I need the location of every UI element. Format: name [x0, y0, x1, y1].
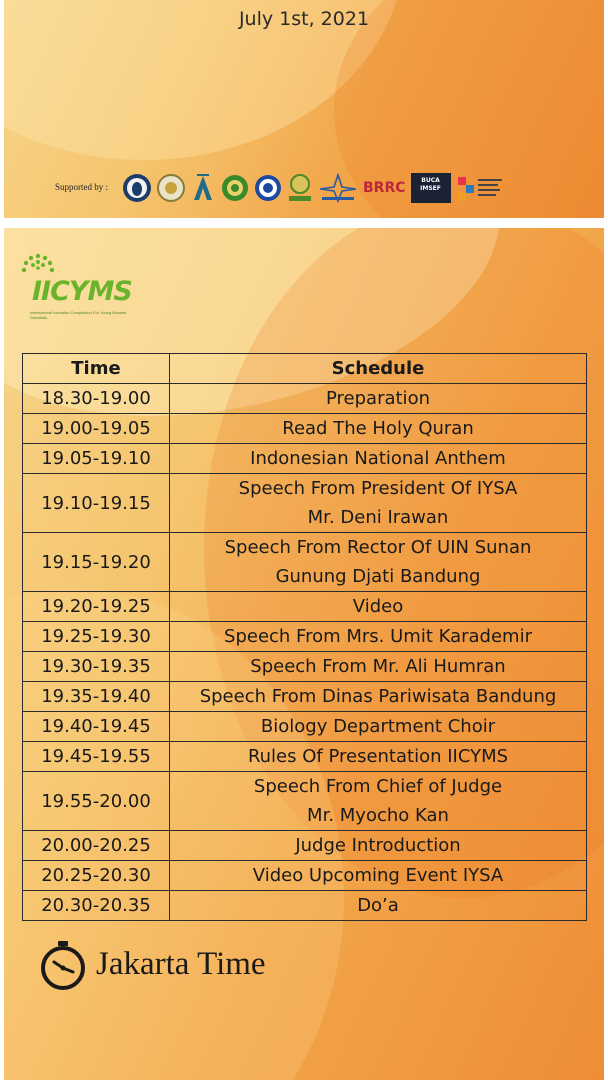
- schedule-cell: [170, 772, 587, 831]
- schedule-line: Speech From Dinas Pariwisata Bandung: [199, 686, 557, 707]
- schedule-cell: [170, 742, 587, 772]
- schedule-body: [23, 384, 587, 921]
- schedule-cell: [170, 831, 587, 861]
- schedule-line: Do’a: [357, 895, 399, 916]
- schedule-cell: [170, 592, 587, 622]
- schedule-cell: [170, 533, 587, 592]
- time-cell: 19.20-19.25: [23, 592, 170, 622]
- schedule-cell: [170, 891, 587, 921]
- sponsor-logo-5: [254, 174, 282, 202]
- column-header-time: Time: [23, 354, 170, 384]
- schedule-cell: [170, 444, 587, 474]
- sponsor-logo-buca: BUCA IMSEF: [411, 173, 451, 203]
- table-row: [23, 712, 587, 742]
- schedule-line: Mr. Deni Irawan: [307, 507, 449, 528]
- table-row: [23, 772, 587, 831]
- schedule-cell: [170, 712, 587, 742]
- schedule-table: [22, 353, 587, 921]
- time-cell: 19.40-19.45: [23, 712, 170, 742]
- schedule-line: Speech From Mrs. Umit Karademir: [224, 626, 532, 647]
- table-row: [23, 533, 587, 592]
- time-cell: 19.45-19.55: [23, 742, 170, 772]
- time-cell: 19.30-19.35: [23, 652, 170, 682]
- sponsor-logo-6: [287, 173, 313, 203]
- table-header-row: [23, 354, 587, 384]
- table-row: [23, 474, 587, 533]
- time-cell: 19.35-19.40: [23, 682, 170, 712]
- schedule-line: Judge Introduction: [295, 835, 461, 856]
- schedule-cell: [170, 414, 587, 444]
- table-row: [23, 861, 587, 891]
- header-card: [4, 0, 604, 218]
- schedule-line: Rules Of Presentation IICYMS: [247, 746, 509, 767]
- time-cell: 20.30-20.35: [23, 891, 170, 921]
- schedule-cell: [170, 474, 587, 533]
- iicyms-logo: [18, 250, 138, 330]
- clock-icon: [38, 940, 88, 990]
- schedule-cell: [170, 652, 587, 682]
- time-cell: 18.30-19.00: [23, 384, 170, 414]
- schedule-line: Gunung Djati Bandung: [275, 566, 481, 587]
- event-date: July 1st, 2021: [238, 8, 370, 30]
- table-row: [23, 831, 587, 861]
- schedule-cell: [170, 622, 587, 652]
- brand-subtitle: International Invention Competition For Young Moslem Scientists: [30, 310, 127, 320]
- table-row: [23, 622, 587, 652]
- sponsor-logo-1: [122, 173, 152, 203]
- sponsor-logo-4: [221, 174, 249, 202]
- time-cell: 20.00-20.25: [23, 831, 170, 861]
- sponsor-logo-2: [157, 174, 185, 202]
- table-row: [23, 742, 587, 772]
- schedule-line: Video Upcoming Event IYSA: [252, 865, 504, 886]
- time-cell: 19.10-19.15: [23, 474, 170, 533]
- table-row: [23, 891, 587, 921]
- schedule-line: Speech From Mr. Ali Humran: [250, 656, 506, 677]
- sponsor-logo-brrc: BRRC: [363, 180, 406, 196]
- schedule-line: Video: [352, 596, 404, 617]
- sponsor-logos: [122, 170, 506, 206]
- time-cell: 20.25-20.30: [23, 861, 170, 891]
- schedule-line: Biology Department Choir: [260, 716, 496, 737]
- brand-name: IICYMS: [32, 276, 132, 307]
- time-cell: 19.00-19.05: [23, 414, 170, 444]
- schedule-line: Indonesian National Anthem: [250, 448, 506, 469]
- sponsor-logo-9: [456, 173, 506, 203]
- column-header-schedule: Schedule: [170, 354, 587, 384]
- time-cell: 19.05-19.10: [23, 444, 170, 474]
- table-row: [23, 682, 587, 712]
- table-row: [23, 652, 587, 682]
- time-cell: 19.25-19.30: [23, 622, 170, 652]
- schedule-card: [4, 228, 604, 1080]
- table-row: [23, 384, 587, 414]
- schedule-cell: [170, 682, 587, 712]
- table-row: [23, 414, 587, 444]
- time-cell: 19.15-19.20: [23, 533, 170, 592]
- schedule-line: Speech From Rector Of UIN Sunan: [224, 537, 532, 558]
- schedule-cell: [170, 861, 587, 891]
- table-row: [23, 444, 587, 474]
- time-cell: 19.55-20.00: [23, 772, 170, 831]
- schedule-cell: [170, 384, 587, 414]
- sponsor-logo-7: [318, 173, 358, 203]
- schedule-line: Read The Holy Quran: [282, 418, 474, 439]
- supported-by-label: Supported by :: [55, 182, 108, 192]
- schedule-line: Speech From President Of IYSA: [238, 478, 518, 499]
- schedule-line: Mr. Myocho Kan: [307, 805, 449, 826]
- timezone-label: Jakarta Time: [96, 946, 266, 982]
- schedule-line: Speech From Chief of Judge: [253, 776, 503, 797]
- table-row: [23, 592, 587, 622]
- schedule-line: Preparation: [326, 388, 430, 409]
- sponsor-logo-3: [190, 173, 216, 203]
